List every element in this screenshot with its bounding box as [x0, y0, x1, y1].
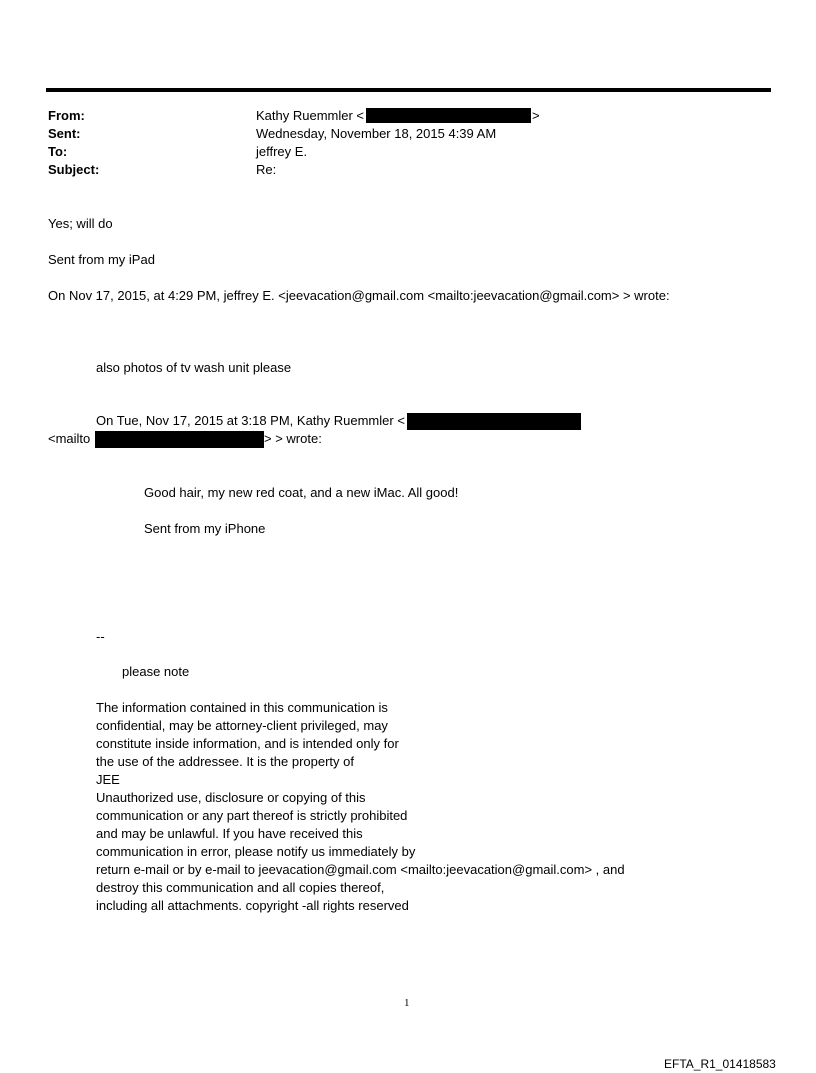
quote2-signature: Sent from my iPhone: [144, 521, 266, 536]
quote1-attribution: On Nov 17, 2015, at 4:29 PM, jeffrey E. <jeevacation@gmail.com <mailto:jeevacation@gmail.com> > wrote:: [48, 288, 670, 303]
disclaimer-line: Unauthorized use, disclosure or copying of this: [96, 790, 366, 805]
sent-value: Wednesday, November 18, 2015 4:39 AM: [256, 126, 497, 141]
disclaimer-line: including all attachments. copyright -all rights reserved: [96, 898, 409, 913]
quote2-text: Good hair, my new red coat, and a new iMac. All good!: [144, 485, 459, 500]
bates-stamp: EFTA_R1_01418583: [664, 1057, 776, 1071]
page-number: 1: [404, 997, 410, 1009]
to-label: To:: [48, 144, 68, 159]
reply-signature: Sent from my iPad: [48, 252, 155, 267]
quote1-text: also photos of tv wash unit please: [96, 360, 292, 375]
disclaimer-line: the use of the addressee. It is the property of: [96, 754, 354, 769]
subject-value: Re:: [256, 162, 277, 177]
signature-separator: --: [96, 629, 105, 644]
quote2-mailto-suffix: > > wrote:: [264, 431, 322, 446]
from-email-redaction: [366, 108, 531, 123]
disclaimer-line: communication in error, please notify us immediately by: [96, 844, 416, 859]
subject-label: Subject:: [48, 162, 100, 177]
disclaimer-line: The information contained in this communication is: [96, 700, 388, 715]
disclaimer-line: confidential, may be attorney-client privileged, may: [96, 718, 388, 733]
disclaimer-line: and may be unlawful. If you have received this: [96, 826, 363, 841]
quote2-mailto-redaction: [95, 431, 264, 448]
disclaimer-line: destroy this communication and all copies thereof,: [96, 880, 385, 895]
disclaimer-line: communication or any part thereof is strictly prohibited: [96, 808, 408, 823]
disclaimer-line: constitute inside information, and is intended only for: [96, 736, 399, 751]
disclaimer-line: JEE: [96, 772, 120, 787]
please-note: please note: [122, 664, 190, 679]
disclaimer-line: return e-mail or by e-mail to jeevacation@gmail.com <mailto:jeevacation@gmail.com> , and: [96, 862, 625, 877]
quote2-email-redaction: [407, 413, 581, 430]
from-value: Kathy Ruemmler <: [256, 108, 365, 123]
reply-line: Yes; will do: [48, 216, 113, 231]
from-close-bracket: >: [532, 108, 540, 123]
from-label: From:: [48, 108, 85, 123]
to-value: jeffrey E.: [256, 144, 308, 159]
header-rule: [46, 88, 771, 92]
disclaimer: [96, 699, 625, 915]
quote2-attribution-line1: On Tue, Nov 17, 2015 at 3:18 PM, Kathy Ruemmler <: [96, 413, 405, 428]
sent-label: Sent:: [48, 126, 81, 141]
quote2-mailto-prefix: <mailto: [48, 431, 91, 446]
